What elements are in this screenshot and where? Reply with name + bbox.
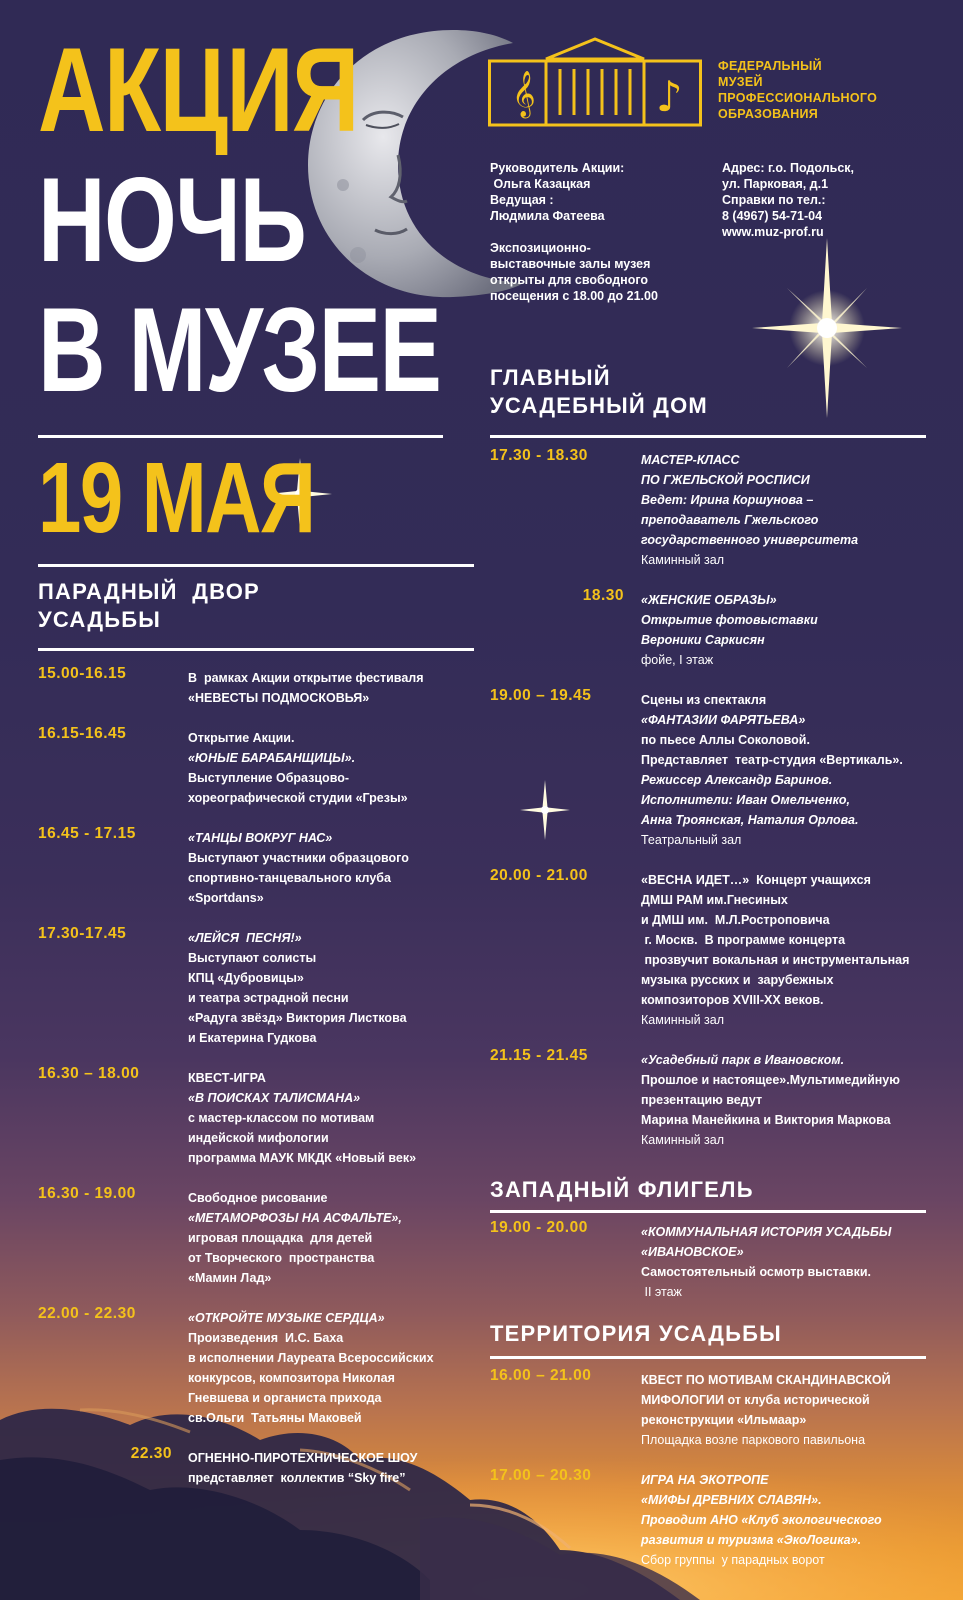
event-description-line: Режиссер Александр Баринов.	[641, 773, 833, 787]
event-description-line: и ДМШ им. М.Л.Ростроповича	[641, 913, 830, 927]
event-description-line: программа МАУК МКДК «Новый век»	[188, 1151, 417, 1165]
museum-name	[718, 58, 948, 122]
title-divider	[38, 435, 443, 438]
museum-name-line: ОБРАЗОВАНИЯ	[718, 107, 819, 121]
event-description	[641, 690, 903, 850]
info-line: посещения с 18.00 до 21.00	[490, 289, 658, 303]
event-description-line: игровая площадка для детей	[188, 1231, 373, 1245]
event-description	[188, 1068, 416, 1168]
event-description-line: МИФОЛОГИИ от клуба исторической	[641, 1393, 870, 1407]
event-description-line: Каминный зал	[641, 553, 725, 567]
event-description-line: по пьесе Аллы Соколовой.	[641, 733, 810, 747]
event-description	[188, 668, 424, 708]
event-time: 16.30 – 18.00	[38, 1065, 140, 1082]
mid-star-icon	[520, 780, 570, 840]
event-description-line: «ЛЕЙСЯ ПЕСНЯ!»	[188, 931, 302, 945]
museum-logo-icon	[488, 35, 702, 127]
event-description-line: «Радуга звёзд» Виктория Листкова	[188, 1011, 407, 1025]
event-description-line: ИГРА НА ЭКОТРОПЕ	[641, 1473, 769, 1487]
event-description-line: конкурсов, композитора Николая	[188, 1371, 395, 1385]
event-description-line: от Творческого пространства	[188, 1251, 375, 1265]
event-description-line: «КОММУНАЛЬНАЯ ИСТОРИЯ УСАДЬБЫ	[641, 1225, 892, 1239]
event-description	[188, 1308, 434, 1428]
event-description-line: «ТАНЦЫ ВОКРУГ НАС»	[188, 831, 333, 845]
event-time: 20.00 - 21.00	[490, 867, 588, 884]
event-description-line: с мастер-классом по мотивам	[188, 1111, 375, 1125]
event-description-line: «ОТКРОЙТЕ МУЗЫКЕ СЕРДЦА»	[188, 1311, 385, 1325]
event-description-line: композиторов XVIII-XX веков.	[641, 993, 824, 1007]
address-line: ул. Парковая, д.1	[722, 177, 829, 191]
event-description-line: представляет коллектив “Sky fire”	[188, 1471, 406, 1485]
large-star-icon	[752, 238, 902, 418]
event-description	[188, 1448, 417, 1488]
event-description-line: презентацию ведут	[641, 1093, 763, 1107]
event-time: 21.15 - 21.45	[490, 1047, 588, 1064]
event-description	[188, 928, 407, 1048]
event-time: 17.30 - 18.30	[490, 447, 588, 464]
event-description-line: «МЕТАМОРФОЗЫ НА АСФАЛЬТЕ»,	[188, 1211, 402, 1225]
event-description	[188, 728, 408, 808]
event-description-line: ПО ГЖЕЛЬСКОЙ РОСПИСИ	[641, 473, 810, 487]
section-heading-west-wing: ЗАПАДНЫЙ ФЛИГЕЛЬ	[490, 1177, 754, 1202]
section-heading-territory: ТЕРРИТОРИЯ УСАДЬБЫ	[490, 1321, 782, 1346]
section-heading-parade-yard	[38, 578, 260, 634]
event-description-line: и театра эстрадной песни	[188, 991, 349, 1005]
event-time: 16.30 - 19.00	[38, 1185, 136, 1202]
event-description-line: «МИФЫ ДРЕВНИХ СЛАВЯН».	[641, 1493, 822, 1507]
event-description-line: св.Ольги Татьяны Маковей	[188, 1411, 362, 1425]
info-line: Руководитель Акции:	[490, 161, 625, 175]
event-description	[641, 870, 909, 1030]
event-time: 15.00-16.15	[38, 665, 127, 682]
event-description-line: Исполнители: Иван Омельченко,	[641, 793, 851, 807]
event-time: 16.00 – 21.00	[490, 1367, 592, 1384]
event-description-line: Выступление Образцово-	[188, 771, 350, 785]
event-description-line: КВЕСТ-ИГРА	[188, 1071, 266, 1085]
event-description-line: Гневшева и органиста прихода	[188, 1391, 382, 1405]
section-heading-main-house	[490, 364, 708, 420]
heading-line: ГЛАВНЫЙ	[490, 365, 611, 390]
address-line: Адрес: г.о. Подольск,	[722, 161, 855, 175]
event-description	[641, 1470, 882, 1570]
event-description-line: Площадка возле паркового павильона	[641, 1433, 866, 1447]
title-line-noch: НОЧЬ	[38, 153, 306, 287]
event-description-line: «Мамин Лад»	[188, 1271, 272, 1285]
event-description-line: «НЕВЕСТЫ ПОДМОСКОВЬЯ»	[188, 691, 370, 705]
event-description	[641, 450, 858, 570]
event-description-line: государственного университета	[641, 533, 859, 547]
event-description-line: Открытие Акции.	[188, 731, 295, 745]
event-description	[188, 828, 409, 908]
event-description-line: ОГНЕННО-ПИРОТЕХНИЧЕСКОЕ ШОУ	[188, 1451, 418, 1465]
title-line-akciya: АКЦИЯ	[38, 23, 358, 157]
event-description-line: и Екатерина Гудкова	[188, 1031, 317, 1045]
event-description-line: фойе, I этаж	[641, 653, 714, 667]
event-description-line: Представляет театр-студия «Вертикаль».	[641, 753, 903, 767]
event-description-line: Каминный зал	[641, 1133, 725, 1147]
event-time: 22.00 - 22.30	[38, 1305, 136, 1322]
section-divider-bottom	[38, 648, 474, 651]
event-description-line: ДМШ РАМ им.Гнесиных	[641, 893, 788, 907]
heading-line: УСАДЕБНЫЙ ДОМ	[490, 393, 708, 418]
event-description-line: Анна Троянская, Наталия Орлова.	[641, 813, 859, 827]
svg-text:𝄞: 𝄞	[512, 71, 536, 117]
title-line-v-muzee: В МУЗЕЕ	[38, 283, 441, 417]
event-description-line: Марина Манейкина и Виктория Маркова	[641, 1113, 891, 1127]
event-description-line: в исполнении Лауреата Всероссийских	[188, 1351, 434, 1365]
event-description-line: прозвучит вокальная и инструментальная	[641, 953, 910, 967]
event-description	[641, 1222, 891, 1302]
event-description-line: Каминный зал	[641, 1013, 725, 1027]
event-description-line: Выступают участники образцового	[188, 851, 409, 865]
event-description-line: Ведет: Ирина Коршунова –	[641, 493, 814, 507]
event-description-line: МАСТЕР-КЛАСС	[641, 453, 740, 467]
event-description	[188, 1188, 402, 1288]
event-description-line: Проводит АНО «Клуб экологического	[641, 1513, 882, 1527]
info-line: Людмила Фатеева	[490, 209, 605, 223]
info-line: Ведущая :	[490, 193, 554, 207]
event-description-line: Выступают солисты	[188, 951, 317, 965]
event-description-line: Свободное рисование	[188, 1191, 328, 1205]
phone-number: 8 (4967) 54-71-04	[722, 209, 823, 223]
event-description-line: «Усадебный парк в Ивановском.	[641, 1053, 845, 1067]
event-description-line: Открытие фотовыставки	[641, 613, 818, 627]
museum-name-line: ФЕДЕРАЛЬНЫЙ	[718, 59, 822, 73]
info-line: открыты для свободного	[490, 273, 649, 287]
event-description-line: В рамках Акции открытие фестиваля	[188, 671, 424, 685]
event-description-line: «ЖЕНСКИЕ ОБРАЗЫ»	[641, 593, 777, 607]
event-description-line: Прошлое и настоящее».Мультимедийную	[641, 1073, 900, 1087]
info-line: Экспозиционно-	[490, 241, 591, 255]
event-description-line: Вероники Саркисян	[641, 633, 765, 647]
event-description-line: «ВЕСНА ИДЕТ…» Концерт учащихся	[641, 873, 871, 887]
phone-label: Справки по тел.:	[722, 193, 826, 207]
event-time: 17.30-17.45	[38, 925, 127, 942]
event-description-line: «ИВАНОВСКОЕ»	[641, 1245, 744, 1259]
event-description	[641, 1370, 891, 1450]
info-line: выставочные залы музея	[490, 257, 651, 271]
event-time: 16.45 - 17.15	[38, 825, 136, 842]
event-description-line: Самостоятельный осмотр выставки.	[641, 1265, 871, 1279]
event-time: 19.00 - 20.00	[490, 1219, 588, 1236]
event-description-line: преподаватель Гжельского	[641, 513, 819, 527]
event-time: 17.00 – 20.30	[490, 1467, 592, 1484]
museum-name-line: ПРОФЕССИОНАЛЬНОГО	[718, 91, 878, 105]
event-description-line: Сбор группы у парадных ворот	[641, 1553, 825, 1567]
event-description-line: индейской мифологии	[188, 1131, 329, 1145]
event-time: 19.00 – 19.45	[490, 687, 592, 704]
organizers-info	[490, 160, 710, 224]
event-description-line: «В ПОИСКАХ ТАЛИСМАНА»	[188, 1091, 361, 1105]
section-divider	[490, 1356, 926, 1359]
event-time: 18.30	[582, 587, 624, 604]
event-description	[641, 590, 818, 670]
event-description-line: развития и туризма «ЭкоЛогика».	[641, 1533, 862, 1547]
museum-name-line: МУЗЕЙ	[718, 75, 763, 89]
event-description-line: реконструкции «Ильмаар»	[641, 1413, 807, 1427]
section-divider	[490, 1210, 926, 1213]
event-time: 22.30	[130, 1445, 172, 1462]
event-date: 19 МАЯ	[38, 442, 315, 554]
event-description-line: «Sportdans»	[188, 891, 264, 905]
heading-line: ПАРАДНЫЙ ДВОР	[38, 579, 260, 604]
halls-open-info	[490, 240, 730, 304]
website-link[interactable]: www.muz-prof.ru	[722, 225, 824, 239]
section-divider-top	[38, 564, 474, 567]
section-divider	[490, 435, 926, 438]
event-description-line: Произведения И.С. Баха	[188, 1331, 344, 1345]
event-description-line: хореографической студии «Грезы»	[188, 791, 408, 805]
event-description-line: «ЮНЫЕ БАРАБАНЩИЦЫ».	[188, 751, 356, 765]
event-description-line: II этаж	[641, 1285, 682, 1299]
event-description-line: КПЦ «Дубровицы»	[188, 971, 304, 985]
event-description-line: г. Москв. В программе концерта	[641, 933, 846, 947]
contact-info	[722, 160, 952, 240]
event-description-line: КВЕСТ ПО МОТИВАМ СКАНДИНАВСКОЙ	[641, 1373, 891, 1387]
event-description-line: Театральный зал	[641, 833, 742, 847]
event-description	[641, 1050, 900, 1150]
event-description-line: музыка русских и зарубежных	[641, 973, 834, 987]
svg-text:♪: ♪	[656, 72, 683, 121]
heading-line: УСАДЬБЫ	[38, 607, 161, 632]
info-line: Ольга Казацкая	[490, 177, 591, 191]
event-description-line: Сцены из спектакля	[641, 693, 767, 707]
event-description-line: спортивно-танцевального клуба	[188, 871, 391, 885]
event-time: 16.15-16.45	[38, 725, 127, 742]
event-description-line: «ФАНТАЗИИ ФАРЯТЬЕВА»	[641, 713, 806, 727]
